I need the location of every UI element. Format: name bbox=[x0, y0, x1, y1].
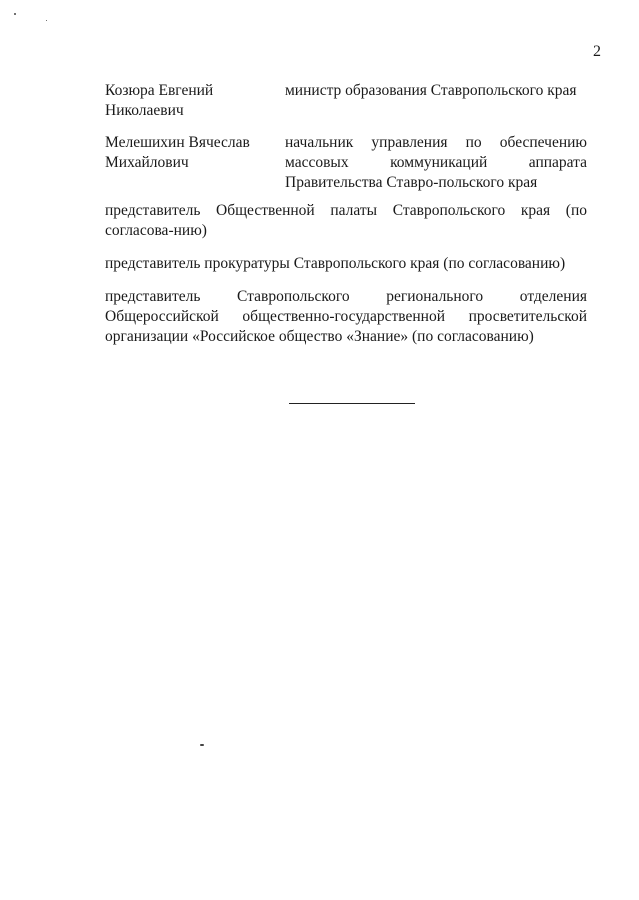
member-name-line: Михайлович bbox=[105, 154, 189, 171]
member-name bbox=[105, 133, 280, 173]
end-divider-line bbox=[289, 403, 415, 404]
member-role: начальник управления по обеспечению массовых коммуникаций аппарата Правительства Ставро-польского края bbox=[285, 134, 587, 191]
member-name-line: Козюра Евгений bbox=[105, 82, 214, 99]
commission-member-row bbox=[105, 81, 587, 121]
representative-entry: представитель Общественной палаты Ставропольского края (по согласова-нию) bbox=[105, 202, 587, 239]
scan-speck bbox=[200, 744, 204, 746]
member-role: министр образования Ставропольского края bbox=[285, 82, 577, 99]
member-name-line: Мелешихин Вячеслав bbox=[105, 134, 250, 151]
member-name-line: Николаевич bbox=[105, 102, 184, 119]
page-number: 2 bbox=[593, 43, 601, 60]
scan-speck bbox=[46, 20, 47, 21]
commission-member-row bbox=[105, 133, 587, 193]
representative-entry: представитель прокуратуры Ставропольского края (по согласованию) bbox=[105, 255, 566, 272]
member-name bbox=[105, 81, 280, 121]
scan-speck bbox=[14, 13, 16, 15]
representative-entry: представитель Ставропольского регионального отделения Общероссийской общественно-государственной просветительской организации «Российское общество «Знание» (по согласованию) bbox=[105, 288, 587, 345]
